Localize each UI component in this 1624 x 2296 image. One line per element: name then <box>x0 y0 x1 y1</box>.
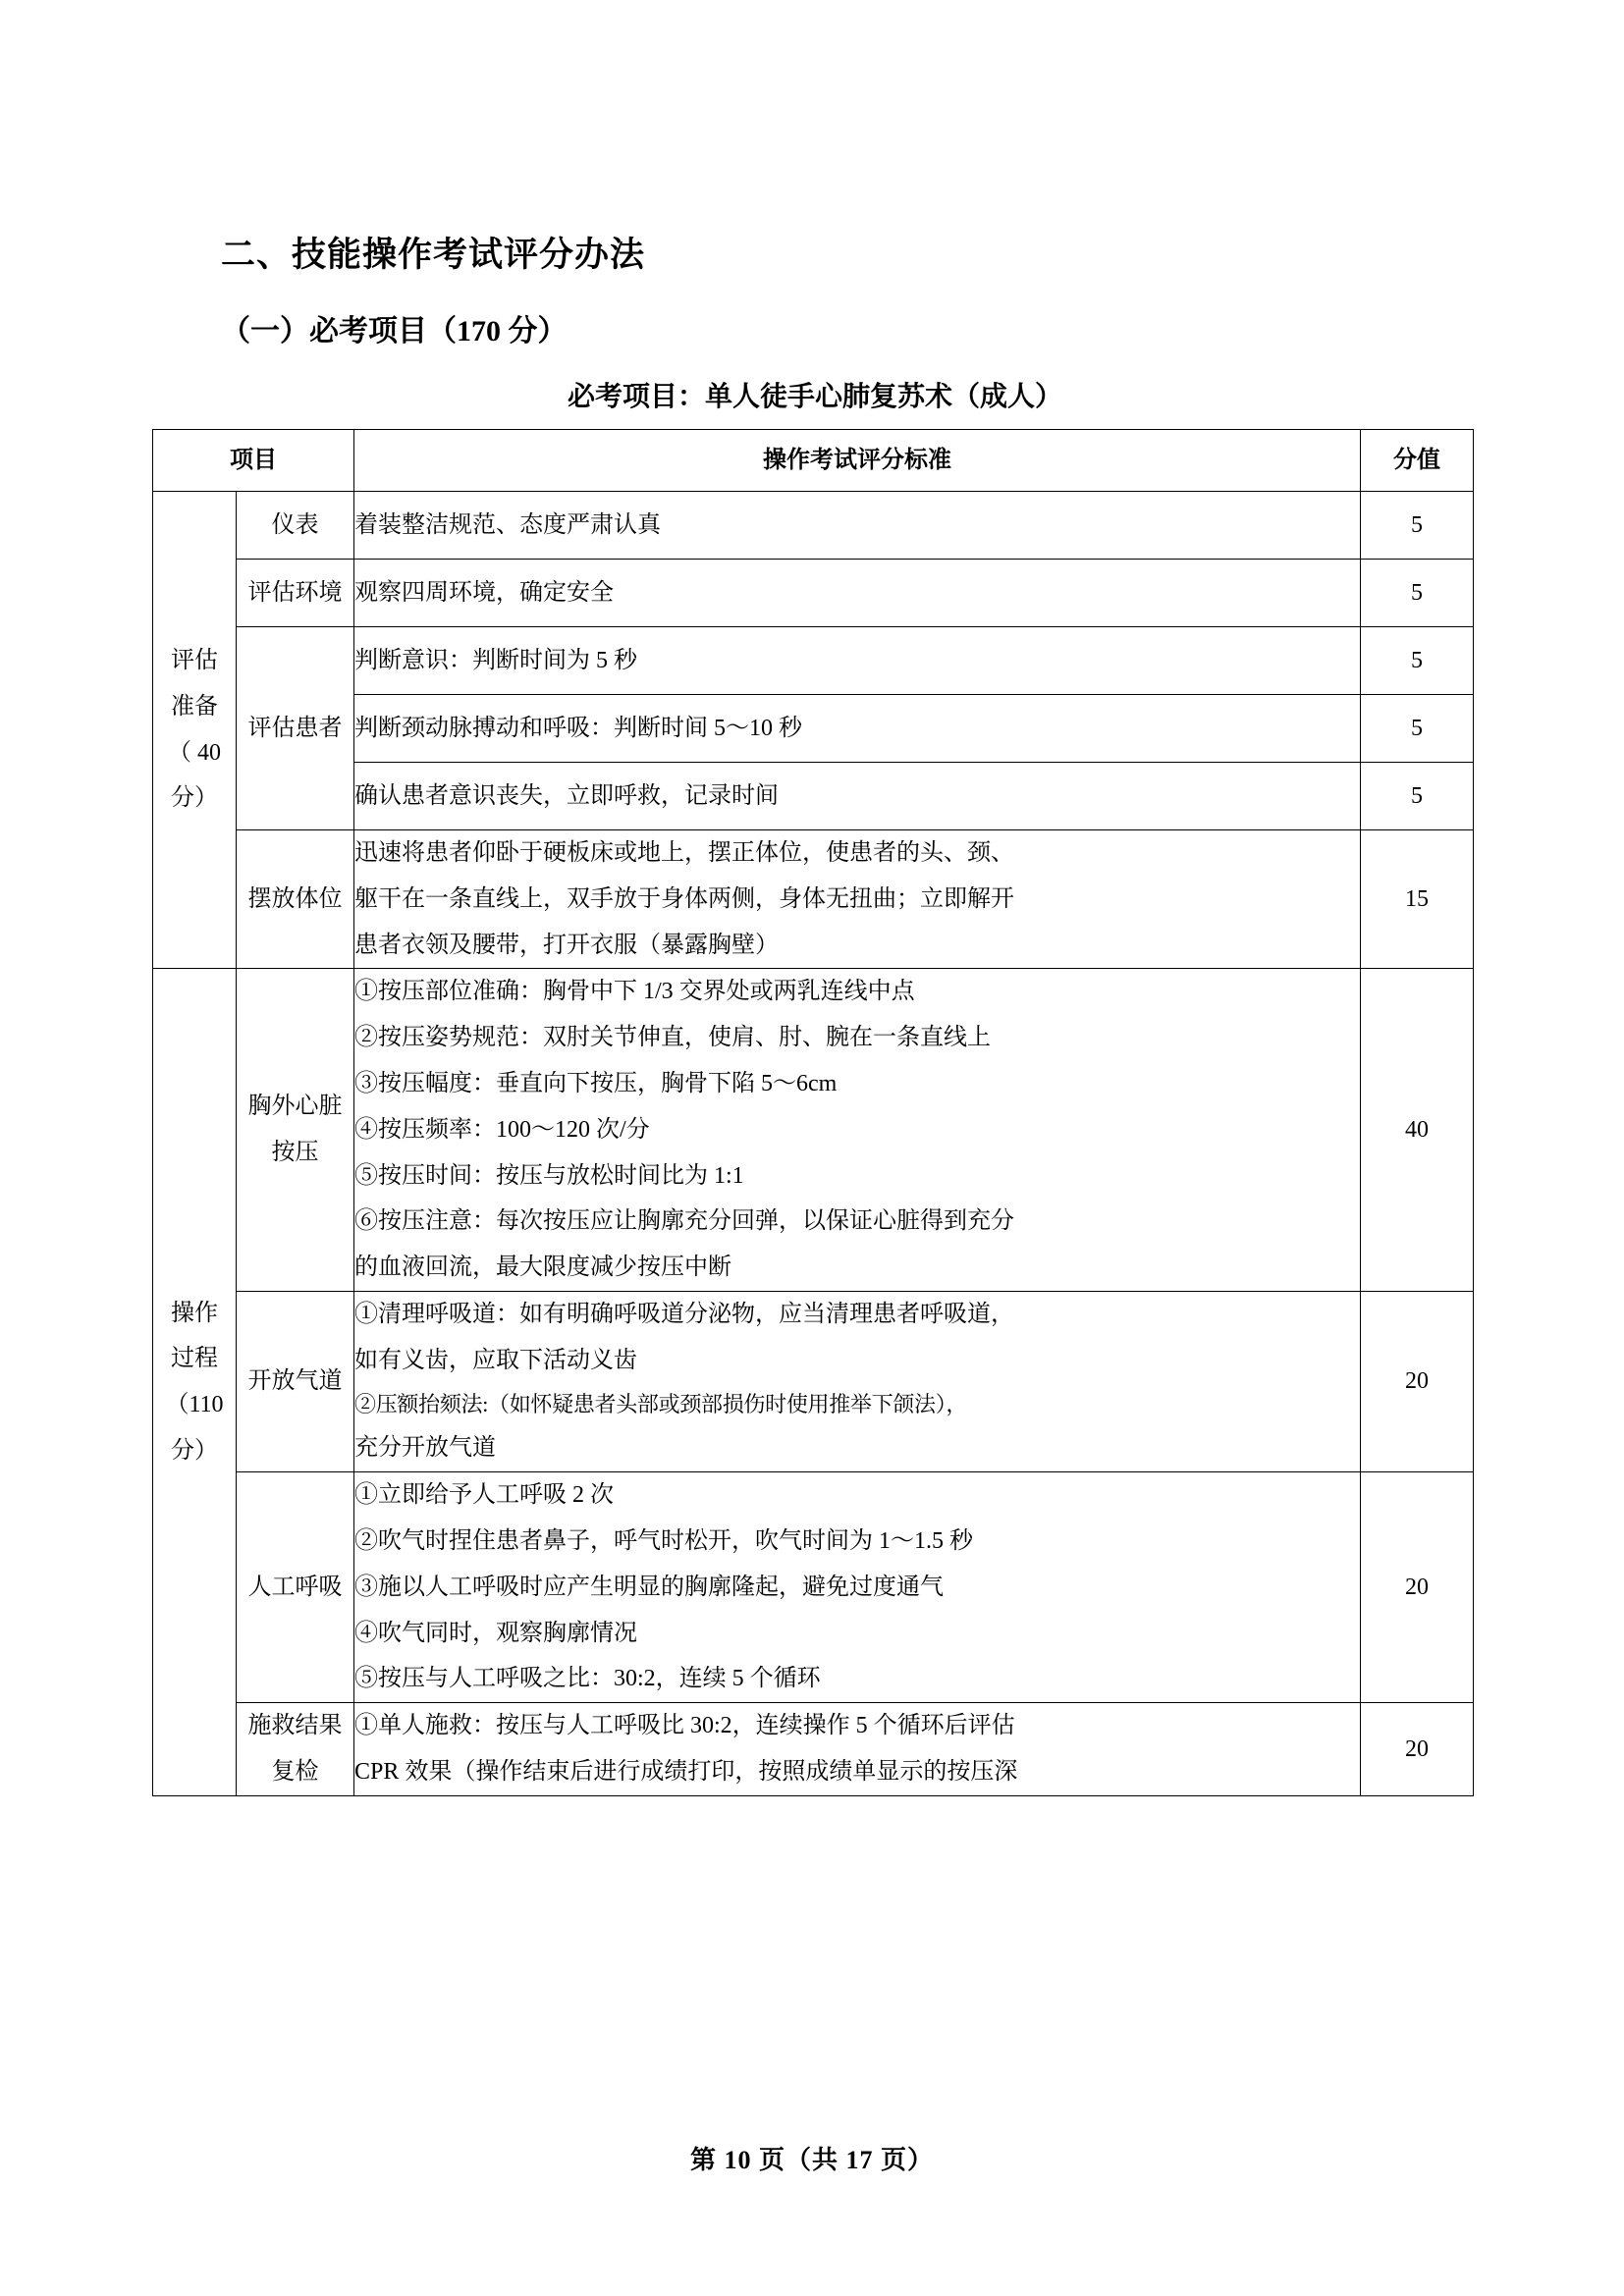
group-label-line: （110 <box>165 1392 224 1418</box>
score-cell: 20 <box>1361 1291 1474 1471</box>
criteria-line: ②压额抬颏法:（如怀疑患者头部或颈部损伤时使用推举下颌法）， <box>354 1391 968 1416</box>
criteria-cell <box>354 763 1361 830</box>
table-row <box>153 492 1474 560</box>
criteria-cell <box>354 969 1361 1292</box>
table-row <box>153 1291 1474 1471</box>
table-row <box>153 1472 1474 1703</box>
criteria-line: ①按压部位准确：胸骨中下 1/3 交界处或两乳连线中点 <box>354 979 915 1005</box>
criteria-cell <box>354 560 1361 627</box>
criteria-line: 着装整洁规范、态度严肃认真 <box>354 511 661 538</box>
table-row <box>153 627 1474 695</box>
score-cell: 5 <box>1361 560 1474 627</box>
criteria-cell <box>354 1703 1361 1796</box>
subitem-label-line: 胸外心脏 <box>247 1094 343 1120</box>
subitem-label-line: 按压 <box>271 1140 319 1166</box>
criteria-line: 患者衣领及腰带，打开衣服（暴露胸壁） <box>354 932 779 958</box>
subitem-label-appearance: 仪表 <box>237 492 354 560</box>
subitem-label-chest-compression <box>237 969 354 1292</box>
table-header-row <box>153 430 1474 492</box>
criteria-line: CPR 效果（操作结束后进行成绩打印，按照成绩单显示的按压深 <box>354 1759 1018 1786</box>
table-row <box>153 830 1474 969</box>
criteria-line: ②吹气时捏住患者鼻子，呼气时松开，吹气时间为 1～1.5 秒 <box>354 1528 973 1555</box>
subitem-label-open-airway <box>237 1291 354 1471</box>
group-label-line: 分） <box>171 785 218 812</box>
criteria-line: ⑤按压与人工呼吸之比：30:2，连续 5 个循环 <box>354 1666 821 1692</box>
score-cell: 40 <box>1361 969 1474 1292</box>
criteria-line: ①立即给予人工呼吸 2 次 <box>354 1482 614 1509</box>
criteria-line: 充分开放气道 <box>354 1435 496 1462</box>
subitem-label-line: 施救结果 <box>247 1713 343 1739</box>
subitem-label-rescue-breathing <box>237 1472 354 1703</box>
subitem-label-patient-assessment: 评估患者 <box>237 627 354 830</box>
criteria-line: ③按压幅度：垂直向下按压，胸骨下陷 5～6cm <box>354 1070 838 1096</box>
table-row <box>153 1703 1474 1796</box>
page-footer: 第 10 页（共 17 页） <box>689 2146 934 2174</box>
score-cell: 5 <box>1361 763 1474 830</box>
criteria-line: 判断颈动脉搏动和呼吸：判断时间 5～10 秒 <box>354 715 802 741</box>
page-title: 二、技能操作考试评分办法 <box>221 236 646 274</box>
subitem-label-line: 开放气道 <box>247 1368 343 1395</box>
criteria-line: ①清理呼吸道：如有明确呼吸道分泌物，应当清理患者呼吸道， <box>354 1301 1014 1327</box>
document-body <box>221 0 1409 433</box>
criteria-line: ②按压姿势规范：双肘关节伸直，使肩、肘、腕在一条直线上 <box>354 1025 991 1051</box>
subitem-label-environment: 评估环境 <box>237 560 354 627</box>
criteria-cell <box>354 695 1361 763</box>
criteria-line: 如有义齿，应取下活动义齿 <box>354 1347 637 1373</box>
criteria-line: 确认患者意识丧失，立即呼救，记录时间 <box>354 782 779 809</box>
subitem-label-line: 人工呼吸 <box>247 1574 343 1600</box>
group-label-line: 准备 <box>171 693 218 720</box>
criteria-line: 迅速将患者仰卧于硬板床或地上，摆正体位，使患者的头、颈、 <box>354 840 1014 866</box>
score-cell: 20 <box>1361 1472 1474 1703</box>
criteria-line: 的血液回流，最大限度减少按压中断 <box>354 1255 731 1281</box>
criteria-line: ④按压频率：100～120 次/分 <box>354 1116 650 1143</box>
table-header-criteria: 操作考试评分标准 <box>354 430 1361 492</box>
table-caption: 必考项目：单人徒手心肺复苏术（成人） <box>567 381 1062 412</box>
score-cell: 20 <box>1361 1703 1474 1796</box>
criteria-cell <box>354 830 1361 969</box>
table-row <box>153 560 1474 627</box>
group-label-procedure <box>153 969 237 1795</box>
criteria-line: ⑤按压时间：按压与放松时间比为 1:1 <box>354 1162 744 1189</box>
criteria-line: ③施以人工呼吸时应产生明显的胸廓隆起，避免过度通气 <box>354 1574 944 1600</box>
subitem-label-positioning: 摆放体位 <box>237 830 354 969</box>
criteria-line: 躯干在一条直线上，双手放于身体两侧，身体无扭曲；立即解开 <box>354 885 1014 912</box>
group-label-assessment <box>153 492 237 969</box>
subitem-label-result-recheck <box>237 1703 354 1796</box>
group-label-line: 分） <box>171 1437 218 1464</box>
group-label-line: 过程 <box>171 1346 218 1372</box>
criteria-line: ④吹气同时，观察胸廓情况 <box>354 1620 637 1646</box>
score-cell: 5 <box>1361 627 1474 695</box>
table-row <box>153 969 1474 1292</box>
group-label-line: （ 40 <box>168 739 221 766</box>
section-heading: （一）必考项目（170 分） <box>221 314 568 347</box>
subitem-label-line: 复检 <box>271 1759 319 1786</box>
criteria-line: 观察四周环境，确定安全 <box>354 579 614 606</box>
criteria-line: ①单人施救：按压与人工呼吸比 30:2，连续操作 5 个循环后评估 <box>354 1713 1015 1739</box>
group-label-line: 评估 <box>171 648 218 674</box>
criteria-cell <box>354 627 1361 695</box>
score-cell: 5 <box>1361 695 1474 763</box>
score-cell: 5 <box>1361 492 1474 560</box>
grading-table <box>152 429 1474 1796</box>
criteria-cell <box>354 1472 1361 1703</box>
group-label-line: 操作 <box>171 1300 218 1326</box>
table-header-score: 分值 <box>1361 430 1474 492</box>
criteria-cell <box>354 492 1361 560</box>
criteria-line: 判断意识：判断时间为 5 秒 <box>354 647 637 673</box>
criteria-cell <box>354 1291 1361 1471</box>
criteria-line: ⑥按压注意：每次按压应让胸廓充分回弹，以保证心脏得到充分 <box>354 1208 1014 1235</box>
score-cell: 15 <box>1361 830 1474 969</box>
table-header-item: 项目 <box>153 430 354 492</box>
